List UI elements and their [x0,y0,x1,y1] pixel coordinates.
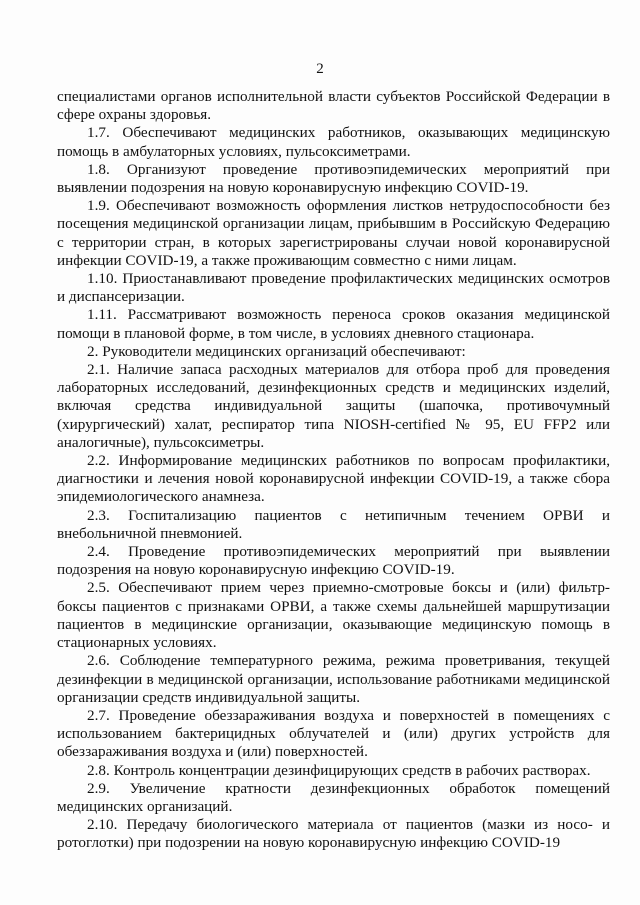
paragraph-1-10: 1.10. Приостанавливают проведение профилактических медицинских осмотров и диспансеризации. [57,270,610,306]
paragraph-1-8: 1.8. Организуют проведение противоэпидемических мероприятий при выявлении подозрения на новую коронавирусную инфекцию COVID-19. [57,160,610,197]
paragraph-2-10: 2.10. Передачу биологического материала от пациентов (мазки из носо- и ротоглотки) при подозрении на новую коронавирусную инфекцию COVID-19 [57,816,610,852]
paragraph-2-7: 2.7. Проведение обеззараживания воздуха и поверхностей в помещениях с использованием бактерицидных облучателей и (или) других устройств для обеззараживания воздуха и (или) поверхностей. [57,706,610,761]
paragraph-continuation: специалистами органов исполнительной власти субъектов Российской Федерации в сфере охраны здоровья. [57,88,610,124]
paragraph-1-11: 1.11. Рассматривают возможность переноса сроков оказания медицинской помощи в плановой форме, в том числе, в условиях дневного стационара. [57,306,610,342]
paragraph-2-4: 2.4. Проведение противоэпидемических мероприятий при выявлении подозрения на новую коронавирусную инфекцию COVID-19. [57,543,610,579]
paragraph-2: 2. Руководители медицинских организаций обеспечивают: [87,342,466,360]
paragraph-2-5: 2.5. Обеспечивают прием через приемно-смотровые боксы и (или) фильтр-боксы пациентов с признаками ОРВИ, а также схемы дальнейшей маршрутизации пациентов в медицинские организации, оказывающие медицинскую помощь в стационарных условиях. [57,579,610,652]
paragraph-2-1: 2.1. Наличие запаса расходных материалов для отбора проб для проведения лабораторных исследований, дезинфекционных средств и медицинских изделий, включая средства индивидуальной защиты (шапочка, противочумный (хирургический) халат, респиратор типа NIOSH-certified № 95, EU FFP2 или аналогичные), пульсоксиметры. [57,361,610,451]
paragraph-2-3: 2.3. Госпитализацию пациентов с нетипичным течением ОРВИ и внебольничной пневмонией. [57,506,610,542]
paragraph-2-6: 2.6. Соблюдение температурного режима, режима проветривания, текущей дезинфекции в медицинской организации, использование работниками медицинской организации средств индивидуальной защиты. [57,652,610,706]
paragraph-2-2: 2.2. Информирование медицинских работников по вопросам профилактики, диагностики и лечения новой коронавирусной инфекции COVID-19, а также сбора эпидемиологического анамнеза. [57,452,610,506]
paragraph-1-7: 1.7. Обеспечивают медицинских работников, оказывающих медицинскую помощь в амбулаторных условиях, пульсоксиметрами. [57,124,610,160]
paragraph-2-9: 2.9. Увеличение кратности дезинфекционных обработок помещений медицинских организаций. [57,779,610,815]
document-body [57,88,610,853]
paragraph-2-8: 2.8. Контроль концентрации дезинфицирующих средств в рабочих растворах. [87,761,591,779]
page-number: 2 [316,61,324,77]
paragraph-1-9: 1.9. Обеспечивают возможность оформления листков нетрудоспособности без посещения медицинской организации лицам, прибывшим в Российскую Федерацию с территории стран, в которых зарегистрированы случаи новой коронавирусной инфекции COVID-19, а также проживающим совместно с ними лицам. [57,197,610,269]
